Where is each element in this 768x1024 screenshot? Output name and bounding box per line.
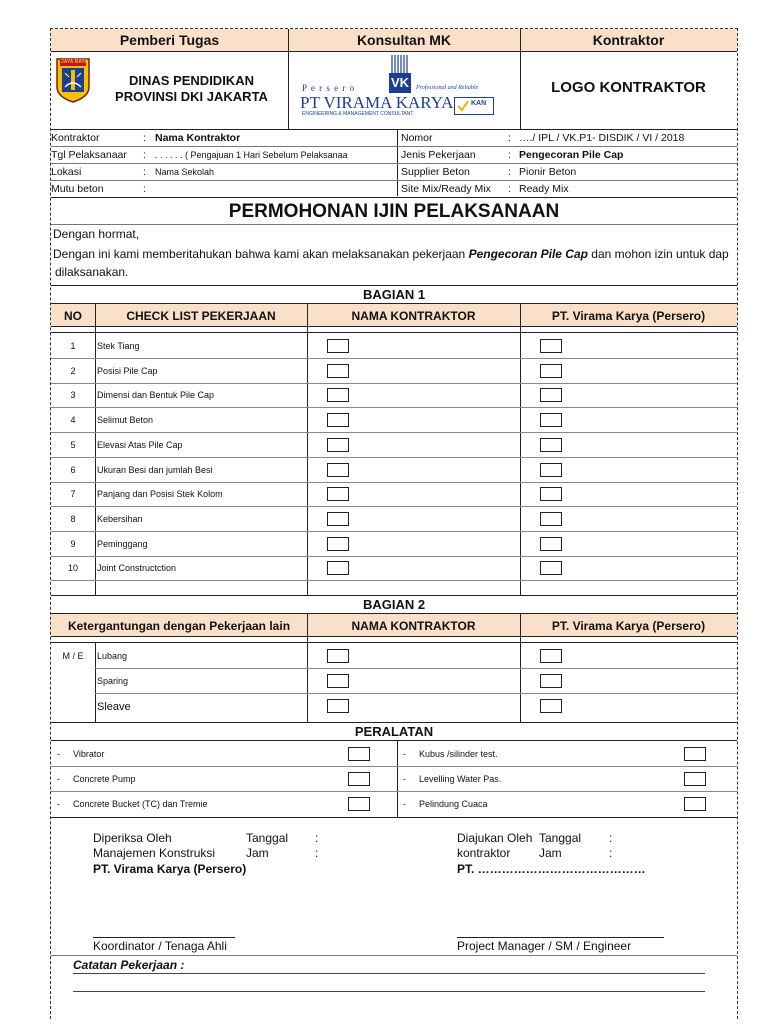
equipment-dash: - xyxy=(403,799,406,809)
mk-checkbox[interactable] xyxy=(540,699,562,713)
right-signature-line xyxy=(457,937,664,938)
left-jam: Jam xyxy=(246,846,269,860)
kontraktor-checkbox[interactable] xyxy=(327,388,349,402)
left-company: PT. Virama Karya (Persero) xyxy=(93,862,247,876)
checklist-row-number: 8 xyxy=(70,514,76,524)
kan-badge-text: KAN xyxy=(471,100,487,107)
equipment-right-item: Kubus /silinder test. xyxy=(419,749,498,759)
equipment-left-item: Concrete Bucket (TC) dan Tremie xyxy=(73,799,208,809)
info-right-sep: : xyxy=(508,132,511,144)
equipment-right-checkbox[interactable] xyxy=(684,797,706,811)
row-divider xyxy=(51,358,737,359)
info-right-value[interactable]: …./ IPL / VK.P1- DISDIK / VI / 2018 xyxy=(519,132,685,144)
equipment-left-checkbox[interactable] xyxy=(348,772,370,786)
info-left-value[interactable]: Nama Kontraktor xyxy=(155,132,241,144)
equipment-right-item: Pelindung Cuaca xyxy=(419,799,488,809)
left-sign-line-1 xyxy=(93,832,172,845)
info-right-label: Supplier Beton xyxy=(401,166,470,178)
equipment-dash: - xyxy=(57,749,60,759)
checklist-item: Selimut Beton xyxy=(97,415,154,425)
row-divider xyxy=(51,791,737,792)
notes-line-1[interactable] xyxy=(73,973,705,974)
kontraktor-checkbox[interactable] xyxy=(327,561,349,575)
kontraktor-checkbox[interactable] xyxy=(327,413,349,427)
kontraktor-checkbox[interactable] xyxy=(327,339,349,353)
mk-checkbox[interactable] xyxy=(540,388,562,402)
left-role: Koordinator / Tenaga Ahli xyxy=(93,939,227,953)
equipment-dash: - xyxy=(403,774,406,784)
equipment-left-checkbox[interactable] xyxy=(348,797,370,811)
info-left-label: Mutu beton xyxy=(51,183,104,195)
info-right-value[interactable]: Pionir Beton xyxy=(519,166,577,178)
kontraktor-checkbox[interactable] xyxy=(327,699,349,713)
col-no: NO xyxy=(64,309,82,323)
checklist-item: Peminggang xyxy=(97,539,148,549)
mk-checkbox[interactable] xyxy=(540,487,562,501)
equipment-right-checkbox[interactable] xyxy=(684,772,706,786)
kontraktor-checkbox[interactable] xyxy=(327,537,349,551)
notes-line-2[interactable] xyxy=(73,991,705,992)
right-jam-colon: : xyxy=(609,846,613,860)
peralatan-title: PERALATAN xyxy=(354,724,434,739)
info-left-sep: : xyxy=(143,149,146,161)
info-left-label: Lokasi xyxy=(51,166,82,178)
checklist-item: Panjang dan Posisi Stek Kolom xyxy=(97,489,223,499)
right-tanggal-colon: : xyxy=(609,831,613,845)
info-right-label: Nomor xyxy=(401,132,433,144)
kontraktor-checkbox[interactable] xyxy=(327,649,349,663)
checklist-item: Elevasi Atas Pile Cap xyxy=(97,440,183,450)
equipment-left-item: Vibrator xyxy=(73,749,105,759)
info-right-value[interactable]: Pengecoran Pile Cap xyxy=(519,149,624,161)
consultant-persero: P e r s e r o xyxy=(302,83,356,93)
right-diajukan: Diajukan Oleh xyxy=(457,831,533,845)
mk-checkbox[interactable] xyxy=(540,537,562,551)
equipment-right-item: Levelling Water Pas. xyxy=(419,774,502,784)
equipment-left-checkbox[interactable] xyxy=(348,747,370,761)
row-divider xyxy=(95,693,737,694)
row-divider xyxy=(51,457,737,458)
contractor-logo-placeholder: LOGO KONTRAKTOR xyxy=(551,79,706,96)
agency-line-1: DINAS PENDIDIKAN xyxy=(129,73,254,88)
barcode-icon xyxy=(390,55,408,73)
info-left-sep: : xyxy=(143,166,146,178)
intro-pre: Dengan ini kami memberitahukan bahwa kami akan melaksanakan pekerjaan xyxy=(53,247,469,261)
equipment-right-checkbox[interactable] xyxy=(684,747,706,761)
mk-checkbox[interactable] xyxy=(540,364,562,378)
info-right-sep: : xyxy=(508,183,511,195)
checklist-row-number: 10 xyxy=(67,563,78,573)
checklist-row-number: 5 xyxy=(70,440,76,450)
row-divider xyxy=(51,556,737,557)
right-tanggal: Tanggal xyxy=(539,831,582,845)
info-right-sep: : xyxy=(508,149,511,161)
info-right-value[interactable]: Ready Mix xyxy=(519,183,569,195)
dependency-item: Lubang xyxy=(97,651,128,661)
consultant-name: PT VIRAMA KARYA xyxy=(300,93,454,112)
right-kontraktor: kontraktor xyxy=(457,846,511,860)
equipment-dash: - xyxy=(403,749,406,759)
dependency-item: Sleave xyxy=(97,701,131,713)
right-jam: Jam xyxy=(539,846,562,860)
intro-line-2: dilaksanakan. xyxy=(55,265,129,279)
info-right-label: Jenis Pekerjaan xyxy=(401,149,476,161)
col-virama-2: PT. Virama Karya (Persero) xyxy=(551,619,706,633)
checklist-row-number: 7 xyxy=(70,489,76,499)
col-ketergantungan: Ketergantungan dengan Pekerjaan lain xyxy=(67,619,291,633)
info-right-sep: : xyxy=(508,166,511,178)
col-virama: PT. Virama Karya (Persero) xyxy=(551,309,706,323)
intro-post: dan mohon izin untuk dap xyxy=(587,247,729,261)
equipment-dash: - xyxy=(57,774,60,784)
row-divider xyxy=(51,482,737,483)
left-signature-line xyxy=(93,937,235,938)
kontraktor-checkbox[interactable] xyxy=(327,438,349,452)
checklist-item: Ukuran Besi dan jumlah Besi xyxy=(97,465,213,475)
agency-line-2: PROVINSI DKI JAKARTA xyxy=(115,89,268,104)
kan-badge xyxy=(454,97,494,115)
row-divider xyxy=(51,531,737,532)
left-tanggal-colon: : xyxy=(315,831,319,845)
row-divider xyxy=(51,506,737,507)
info-left-sep: : xyxy=(143,183,146,195)
kontraktor-checkbox[interactable] xyxy=(327,512,349,526)
mk-checkbox[interactable] xyxy=(540,463,562,477)
row-divider xyxy=(51,383,737,384)
vk-logo-box: VK xyxy=(389,73,411,93)
checklist-row-number: 9 xyxy=(70,539,76,549)
row-divider xyxy=(51,407,737,408)
consultant-sub: ENGINEERING & MANAGEMENT CONSULTANT xyxy=(302,111,414,117)
mk-checkbox[interactable] xyxy=(540,413,562,427)
checklist-row-number: 2 xyxy=(70,366,76,376)
mk-checkbox[interactable] xyxy=(540,438,562,452)
checklist-row-number: 3 xyxy=(70,390,76,400)
header-pemberi-tugas: Pemberi Tugas xyxy=(51,29,288,51)
mk-checkbox[interactable] xyxy=(540,649,562,663)
equipment-dash: - xyxy=(57,799,60,809)
info-right-label: Site Mix/Ready Mix xyxy=(401,183,491,195)
info-left-label: Kontraktor xyxy=(51,132,100,144)
checklist-item: Joint Constructction xyxy=(97,563,177,573)
info-left-value[interactable]: Nama Sekolah xyxy=(155,167,215,177)
equipment-left-item: Concrete Pump xyxy=(73,774,136,784)
consultant-tagline: Professional and Reliable xyxy=(416,85,479,91)
notes-label: Catatan Pekerjaan : xyxy=(73,958,185,972)
mk-checkbox[interactable] xyxy=(540,512,562,526)
row-divider xyxy=(95,668,737,669)
col-nama-kontraktor: NAMA KONTRAKTOR xyxy=(351,309,476,323)
permit-form xyxy=(50,28,738,1019)
checklist-item: Stek Tiang xyxy=(97,341,140,351)
bagian-2-title: BAGIAN 2 xyxy=(362,597,426,612)
col-nama-kontraktor-2: NAMA KONTRAKTOR xyxy=(351,619,476,633)
checklist-row-number: 4 xyxy=(70,415,76,425)
dependency-row-code: M / E xyxy=(62,651,84,661)
info-left-sep: : xyxy=(143,132,146,144)
mk-checkbox[interactable] xyxy=(540,561,562,575)
right-company: PT. …………………………………… xyxy=(457,862,646,876)
form-title: PERMOHONAN IJIN PELAKSANAAN xyxy=(228,201,560,222)
consultant-logo xyxy=(288,51,520,129)
dependency-item: Sparing xyxy=(97,676,129,686)
kontraktor-checkbox[interactable] xyxy=(327,674,349,688)
col-check-list: CHECK LIST PEKERJAAN xyxy=(126,309,276,323)
right-role: Project Manager / SM / Engineer xyxy=(457,939,632,953)
row-divider xyxy=(51,432,737,433)
left-tanggal: Tanggal xyxy=(246,831,289,845)
jakarta-seal-icon xyxy=(55,57,91,103)
left-manajemen: Manajemen Konstruksi xyxy=(93,846,216,860)
info-left-value[interactable]: . . . . . . ( Pengajuan 1 Hari Sebelum Pelaksanaa xyxy=(155,150,348,160)
mk-checkbox[interactable] xyxy=(540,339,562,353)
intro-job: Pengecoran Pile Cap xyxy=(468,247,588,261)
kontraktor-checkbox[interactable] xyxy=(327,487,349,501)
checklist-item: Dimensi dan Bentuk Pile Cap xyxy=(97,390,215,400)
checklist-row-number: 6 xyxy=(70,465,76,475)
row-divider xyxy=(51,580,737,581)
checklist-item: Kebersihan xyxy=(97,514,143,524)
left-diperiksa: Diperiksa Oleh xyxy=(93,831,172,845)
bagian-1-title: BAGIAN 1 xyxy=(362,287,426,302)
seal-text: JAYA RAYA xyxy=(61,59,88,65)
kontraktor-checkbox[interactable] xyxy=(327,463,349,477)
header-kontraktor: Kontraktor xyxy=(520,29,737,51)
checklist-item: Posisi Pile Cap xyxy=(97,366,158,376)
row-divider xyxy=(51,766,737,767)
agency-name xyxy=(99,73,284,105)
checklist-row-number: 1 xyxy=(70,341,76,351)
header-konsultan-mk: Konsultan MK xyxy=(288,29,520,51)
intro-sentence xyxy=(53,247,737,261)
greeting: Dengan hormat, xyxy=(53,227,140,241)
left-jam-colon: : xyxy=(315,846,319,860)
info-left-label: Tgl Pelaksanaar xyxy=(51,149,127,161)
mk-checkbox[interactable] xyxy=(540,674,562,688)
kontraktor-checkbox[interactable] xyxy=(327,364,349,378)
